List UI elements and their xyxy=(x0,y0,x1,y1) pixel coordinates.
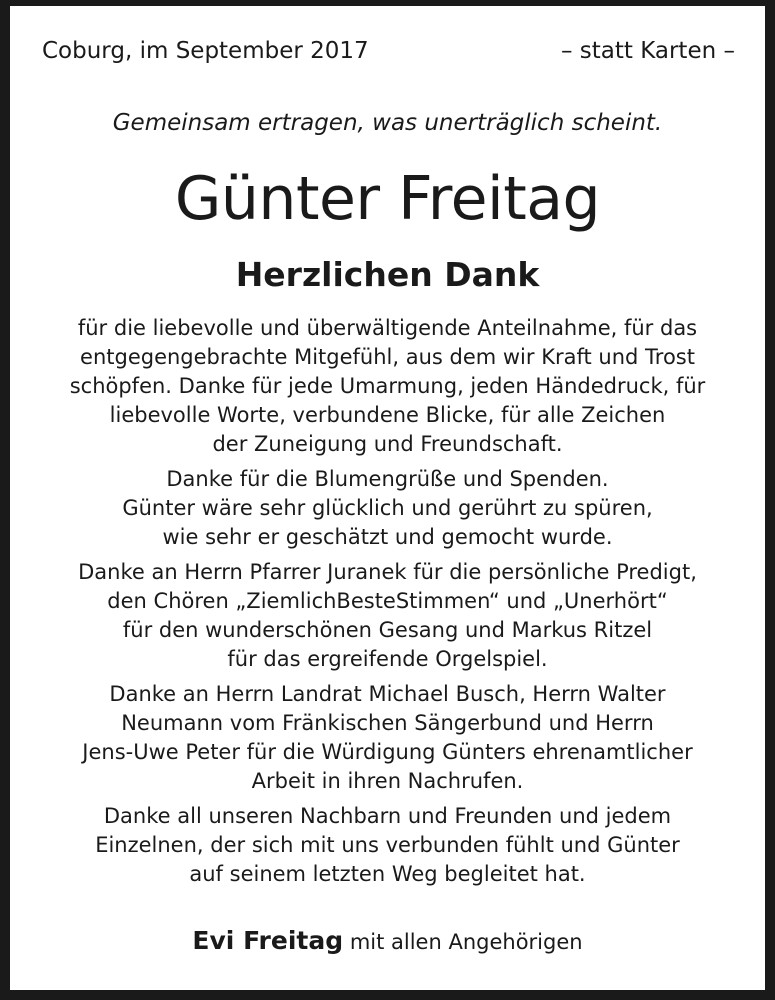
text-line: Danke an Herrn Pfarrer Juranek für die persönliche Predigt, xyxy=(78,560,697,584)
text-line: auf seinem letzten Weg begleitet hat. xyxy=(189,862,586,886)
text-line: Danke für die Blumengrüße und Spenden. xyxy=(166,467,609,491)
text-line: Danke an Herrn Landrat Michael Busch, Herrn Walter xyxy=(109,682,666,706)
text-line: der Zuneigung und Freundschaft. xyxy=(212,432,563,456)
text-line: Jens-Uwe Peter für die Würdigung Günters ehrenamtlicher xyxy=(82,740,693,764)
paragraph-obituaries xyxy=(0,680,775,796)
text-line: Neumann vom Fränkischen Sängerbund und Herrn xyxy=(121,711,654,735)
text-line: Einzelnen, der sich mit uns verbunden fühlt und Günter xyxy=(95,833,680,857)
deceased-name: Günter Freitag xyxy=(174,164,601,234)
statt-karten-note: – statt Karten – xyxy=(560,38,735,64)
text-line: für die liebevolle und überwältigende Anteilnahme, für das xyxy=(77,316,698,340)
place-date: Coburg, im September 2017 xyxy=(42,38,369,64)
paragraph-service xyxy=(0,558,775,674)
text-line: schöpfen. Danke für jede Umarmung, jeden Händedruck, für xyxy=(69,374,706,398)
signature-name: Evi Freitag xyxy=(192,926,344,955)
signature-suffix: mit allen Angehörigen xyxy=(349,930,583,954)
text-line: den Chören „ZiemlichBesteStimmen“ und „Unerhört“ xyxy=(107,589,668,613)
text-line: wie sehr er geschätzt und gemocht wurde. xyxy=(162,525,613,549)
motto: Gemeinsam ertragen, was unerträglich scheint. xyxy=(112,110,663,136)
body-text xyxy=(0,314,775,895)
paragraph-condolences xyxy=(0,314,775,459)
text-line: Danke all unseren Nachbarn und Freunden und jedem xyxy=(103,804,672,828)
signature xyxy=(0,924,775,959)
paragraph-neighbours xyxy=(0,802,775,889)
thanks-heading: Herzlichen Dank xyxy=(235,255,540,294)
text-line: entgegengebrachte Mitgefühl, aus dem wir Kraft und Trost xyxy=(80,345,695,369)
text-line: für das ergreifende Orgelspiel. xyxy=(227,647,548,671)
text-line: liebevolle Worte, verbundene Blicke, für alle Zeichen xyxy=(109,403,666,427)
text-line: Arbeit in ihren Nachrufen. xyxy=(251,769,524,793)
header-row xyxy=(42,36,735,66)
text-line: für den wunderschönen Gesang und Markus Ritzel xyxy=(122,618,653,642)
paragraph-flowers xyxy=(0,465,775,552)
text-line: Günter wäre sehr glücklich und gerührt zu spüren, xyxy=(122,496,653,520)
